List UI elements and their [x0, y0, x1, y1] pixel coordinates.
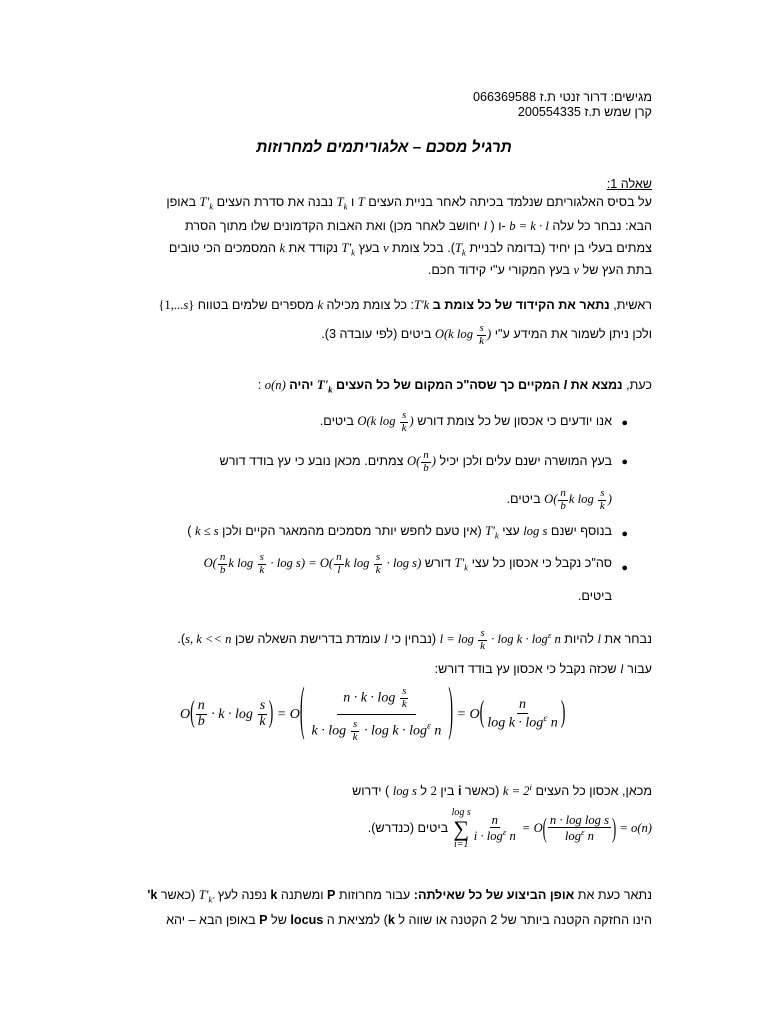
bullet-4: סה"כ נקבל כי אכסון כל עצי $T'_k$ דורש O( $\frac{n}{b}$ k log $\frac{s}{k}$ · log s) = O( $\frac{n}{l}$ k log $\frac{s}{k}$ · log s): [203, 551, 612, 576]
bullet-1: אנו יודעים כי אכסון של כל צומת דורש O(k log $\frac{s}{k}$ ) ביטים.: [319, 409, 612, 434]
submitters-line-2: קרן שמש ת.ז 200554335: [517, 105, 652, 119]
submitters-line-1: מגישים: דרור זנטי ת.ז 066369588: [473, 90, 652, 104]
page-title: תרגיל מסכם – אלגוריתמים למחרוזות: [256, 139, 512, 156]
bullet-marker: ●: [621, 528, 628, 540]
paragraph-6-line-1: נתאר כעת את אופן הביצוע של כל שאילתה: עבור מחרוזות P ומשתנה k נפנה לעץ $T'_{k'}$ (כאשר k': [147, 888, 652, 905]
paragraph-2-line-1: ראשית, נתאר את הקידוד של כל צומת ב T'k: כל צומת מכילה k מספרים שלמים בטווח {1,...s}: [158, 298, 652, 312]
paragraph-1-line-3: צמתים בעלי בן יחיד (בדומה לבניית $T_k$). בכל צומת v בעץ $T'_k$ נקודד את k המסמכים הכי טובים: [168, 241, 652, 258]
paragraph-6-line-2: הינו החזקה הקטנה ביותר של 2 הקטנה או שווה ל k) למציאת ה locus של P באופן הבא – יהא: [166, 913, 652, 927]
paragraph-3-line-1: כעת, נמצא את l המקיים כך שסה"כ המקום של כל העצים $T'_k$ יהיה o(n) :: [257, 378, 652, 395]
paragraph-4-line-2: עבור l שכזה נקבל כי אכסון עץ בודד דורש:: [434, 662, 652, 676]
bullet-2: בעץ המושרה ישנם עלים ולכן יכיל O( $\frac{n}{b}$ ) צמתים. מכאן נובע כי עץ בודד דורש: [219, 449, 612, 474]
paragraph-4-line-1: נבחר את l להיות l = log $\frac{s}{k}$ · $\log k \cdot \log^\varepsilon n$ (נבחין כי l עומדת בדרישת השאלה שכן s, k << n).: [177, 627, 652, 652]
bullet-marker: ●: [621, 562, 628, 574]
paragraph-1-line-1: על בסיס האלגוריתם שנלמד בכיתה לאחר בניית העצים T ו $T_k$ נבנה את סדרת העצים $T'_k$ באופן: [166, 195, 652, 212]
paragraph-2-line-2: ולכן ניתן לשמור את המידע ע"י O(k log $\frac{s}{k}$ ) ביטים (לפי עובדה 3).: [321, 322, 652, 347]
bullet-marker: ●: [621, 456, 628, 468]
storage-equation: O( $\frac{n}{b}$ · k · log $\frac{s}{k}$ ) = O( n · k · log $\frac{s}{k}$ k · log $\frac{s}{k}$ · $\log k \cdot \log^\varepsilon n$ ) = O( $\frac{n}{\log k \cdot \log^\varepsilon n}$ ): [180, 680, 566, 744]
paragraph-1-line-2: הבא: נבחר כל עלה b = k · l -ו ( l יחושב לאחר מכן) ואת האבות הקדמונים שלו מתוך הסרת: [184, 219, 652, 233]
bullet-marker: ●: [621, 417, 628, 429]
bullet-4-cont: ביטים.: [577, 589, 612, 603]
paragraph-5-line-2: log s ∑ i=1 $\frac{n}{i \cdot \log^\varepsilon n}$ = O( $\frac{\text{n · log log s}}{\log^\varepsilon n}$ ) = o(n) ביטים (כנדרש).: [367, 807, 652, 850]
paragraph-5-line-1: מכאן, אכסון כל העצים $k = 2^i$ (כאשר i בין 2 ל log s ) ידרוש: [352, 782, 652, 799]
bullet-3: בנוסף ישנם log s עצי $T'_k$ (אין טעם לחפש יותר מסמכים מהמאגר הקיים ולכן k ≤ s ): [187, 524, 612, 541]
bullet-2-cont: O( $\frac{n}{b}$ k log $\frac{s}{k}$ ) ביטים.: [506, 487, 612, 512]
paragraph-1-line-4: בתת העץ של v בעץ המקורי ע"י קידוד חכם.: [427, 263, 652, 277]
question-label: שאלה 1:: [606, 177, 652, 191]
